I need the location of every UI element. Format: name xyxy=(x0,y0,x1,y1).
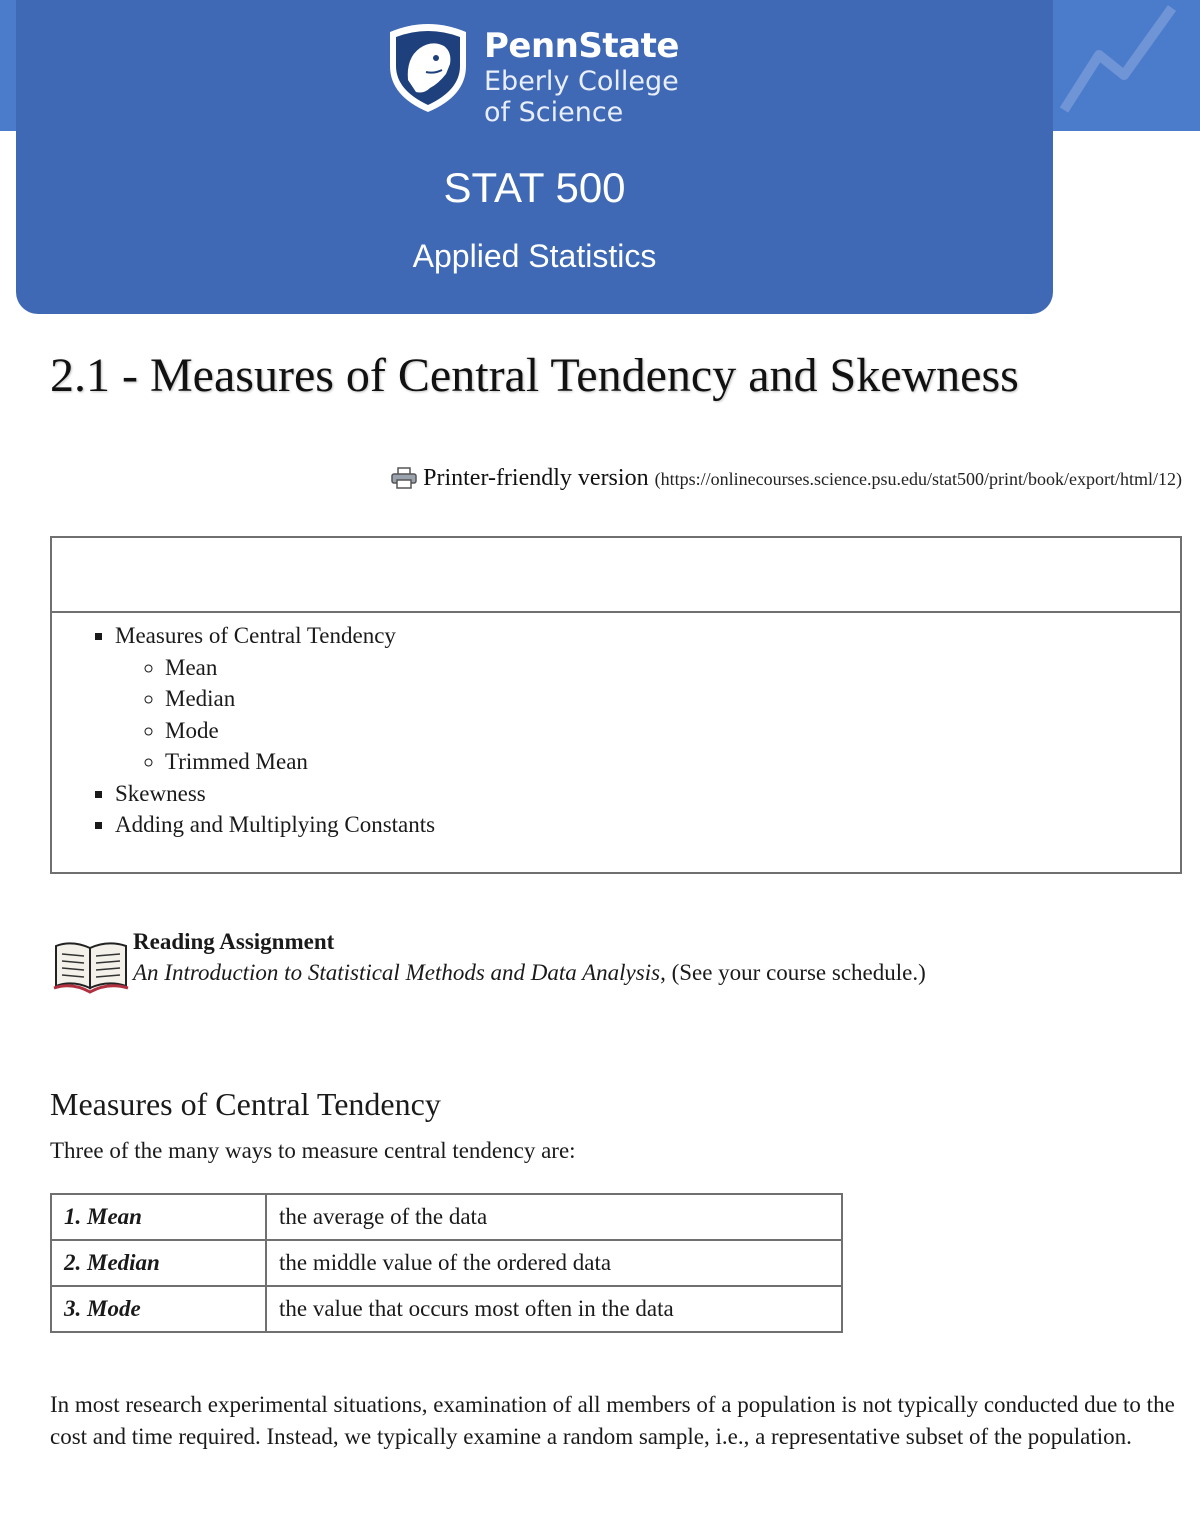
definition-cell: the value that occurs most often in the data xyxy=(266,1286,842,1332)
reading-citation xyxy=(133,957,926,988)
term-cell: 2. Median xyxy=(51,1240,266,1286)
definitions-table xyxy=(50,1193,843,1333)
section-intro: Three of the many ways to measure central tendency are: xyxy=(50,1138,576,1163)
college-line-2: of Science xyxy=(484,97,624,128)
definition-cell: the average of the data xyxy=(266,1194,842,1240)
term-cell: 3. Mode xyxy=(51,1286,266,1332)
toc-sublist xyxy=(115,652,1180,778)
printer-friendly-url: (https://onlinecourses.science.psu.edu/stat500/print/book/export/html/12) xyxy=(654,469,1182,489)
toc-subitem-mode[interactable]: ◦ Mode xyxy=(165,715,1180,747)
toc-list xyxy=(52,620,1180,841)
course-code: STAT 500 xyxy=(443,164,626,211)
pennstate-logo[interactable] xyxy=(386,18,706,128)
toc-subitem-mean[interactable]: ◦ Mean xyxy=(165,652,1180,684)
printer-icon[interactable] xyxy=(391,467,417,489)
toc-item-skewness[interactable]: ▪ Skewness xyxy=(115,778,1180,810)
college-line-1: Eberly College xyxy=(484,66,679,97)
reading-text xyxy=(133,926,926,988)
body-paragraph: In most research experimental situations, examination of all members of a population is not typically conducted due to the cost and time required. Instead, we typically examine a random sample, i.e., a representative subset of the population. xyxy=(50,1392,1175,1449)
background-chart-graphic xyxy=(1054,0,1200,131)
section-heading: Measures of Central Tendency xyxy=(50,1086,441,1122)
table-of-contents xyxy=(50,536,1182,874)
site-header xyxy=(16,0,1053,314)
toc-subitem-trimmed-mean[interactable]: ◦ Trimmed Mean xyxy=(165,746,1180,778)
page-title: 2.1 - Measures of Central Tendency and Skewness xyxy=(50,349,1019,402)
brand-name: PennState xyxy=(484,26,679,66)
toc-subitem-median[interactable]: ◦ Median xyxy=(165,683,1180,715)
reading-book-title: An Introduction to Statistical Methods and Data Analysis xyxy=(133,960,661,985)
printer-friendly-link[interactable]: Printer-friendly version xyxy=(423,465,649,491)
toc-header xyxy=(52,538,1180,613)
course-name: Applied Statistics xyxy=(412,238,657,274)
brand-wordmark xyxy=(484,26,679,128)
reading-title: Reading Assignment xyxy=(133,929,335,954)
printer-friendly-row xyxy=(391,465,1182,492)
table-row xyxy=(51,1194,842,1240)
toc-item-label[interactable]: Measures of Central Tendency xyxy=(115,623,396,648)
term-cell: 1. Mean xyxy=(51,1194,266,1240)
definition-cell: the middle value of the ordered data xyxy=(266,1240,842,1286)
toc-item-measures-of-central-tendency[interactable] xyxy=(115,620,1180,778)
nittany-lion-shield-icon xyxy=(386,22,470,114)
table-row xyxy=(51,1286,842,1332)
reading-note: , (See your course schedule.) xyxy=(660,960,926,985)
table-row xyxy=(51,1240,842,1286)
book-icon xyxy=(52,938,130,994)
toc-item-adding-multiplying-constants[interactable]: ▪ Adding and Multiplying Constants xyxy=(115,809,1180,841)
